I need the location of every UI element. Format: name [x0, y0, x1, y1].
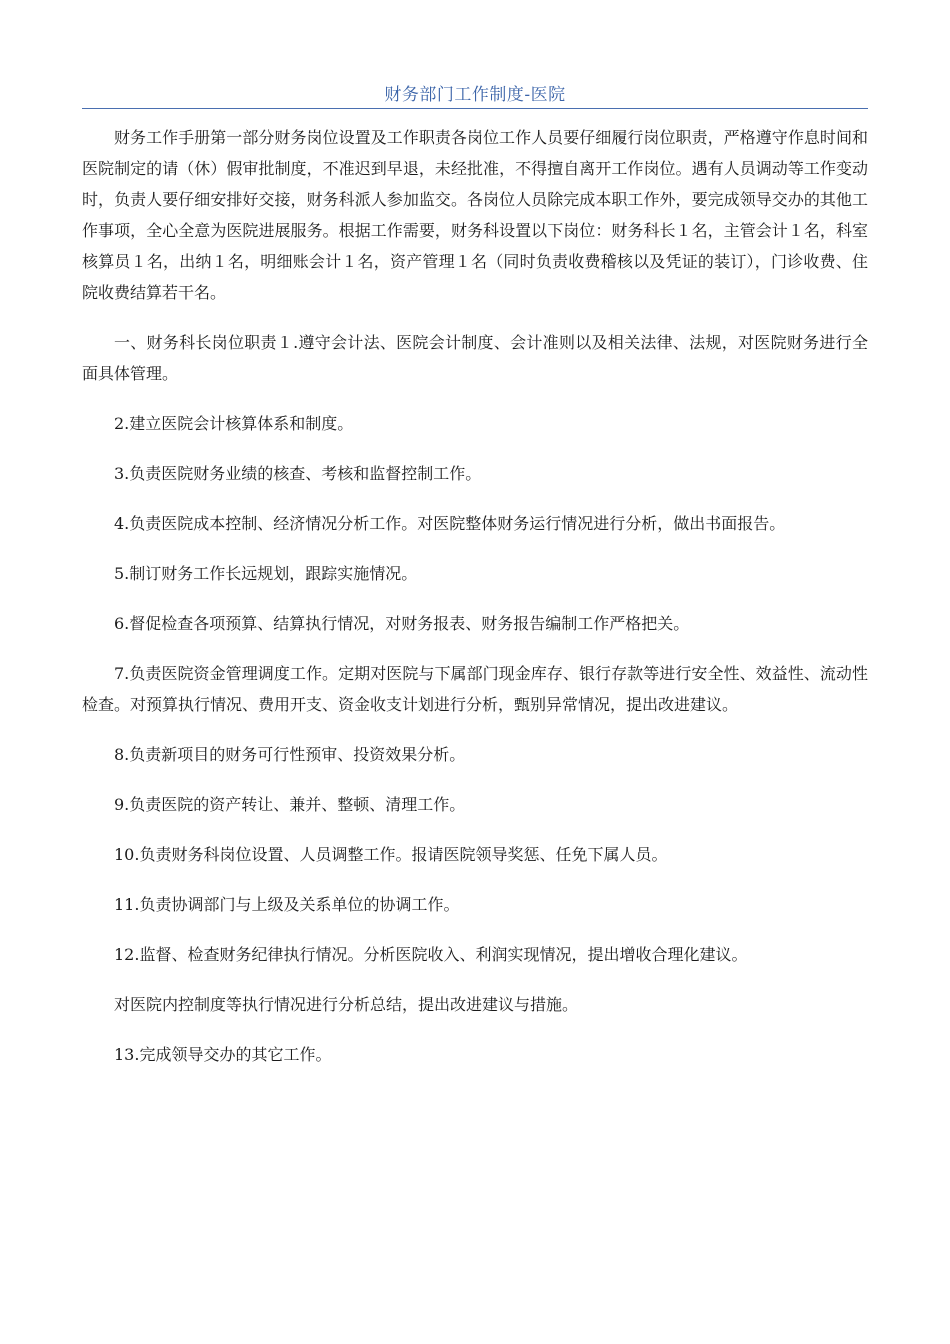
paragraph-item-8: 8.负责新项目的财务可行性预审、投资效果分析。 [114, 745, 466, 764]
document-body [82, 122, 868, 1089]
paragraph-item-10: 10.负责财务科岗位设置、人员调整工作。报请医院领导奖惩、任免下属人员。 [114, 845, 668, 864]
paragraph-item-7: 7.负责医院资金管理调度工作。定期对医院与下属部门现金库存、银行存款等进行安全性、效益性、流动性检查。对预算执行情况、费用开支、资金收支计划进行分析，甄别异常情况，提出改进建议。 [82, 664, 868, 714]
paragraph-item-6: 6.督促检查各项预算、结算执行情况，对财务报表、财务报告编制工作严格把关。 [114, 614, 690, 633]
paragraph-intro: 财务工作手册第一部分财务岗位设置及工作职责各岗位工作人员要仔细履行岗位职责，严格遵守作息时间和医院制定的请（休）假审批制度，不准迟到早退，未经批准，不得擅自离开工作岗位。遇有人员调动等工作变动时，负责人要仔细安排好交接，财务科派人参加监交。各岗位人员除完成本职工作外，要完成领导交办的其他工作事项，全心全意为医院进展服务。根据工作需要，财务科设置以下岗位：财务科长１名，主管会计１名，科室核算员１名，出纳１名，明细账会计１名，资产管理１名（同时负责收费稽核以及凭证的装订），门诊收费、住院收费结算若干名。 [82, 128, 868, 302]
paragraph-item-13: 13.完成领导交办的其它工作。 [114, 1045, 332, 1064]
paragraph-item-9: 9.负责医院的资产转让、兼并、整顿、清理工作。 [114, 795, 466, 814]
paragraph-item-5: 5.制订财务工作长远规划，跟踪实施情况。 [114, 564, 418, 583]
paragraph-item-12: 12.监督、检查财务纪律执行情况。分析医院收入、利润实现情况，提出增收合理化建议。 [114, 945, 748, 964]
paragraph-item-4: 4.负责医院成本控制、经济情况分析工作。对医院整体财务运行情况进行分析，做出书面报告。 [114, 514, 786, 533]
header-divider [82, 108, 868, 109]
document-header-title: 财务部门工作制度-医院 [384, 85, 566, 105]
paragraph-item-2: 2.建立医院会计核算体系和制度。 [114, 414, 354, 433]
paragraph-item-3: 3.负责医院财务业绩的核查、考核和监督控制工作。 [114, 464, 482, 483]
paragraph-section-1: 一、财务科长岗位职责１.遵守会计法、医院会计制度、会计准则以及相关法律、法规，对医院财务进行全面具体管理。 [82, 333, 868, 383]
paragraph-item-11: 11.负责协调部门与上级及关系单位的协调工作。 [114, 895, 460, 914]
paragraph-item-12-continued: 对医院内控制度等执行情况进行分析总结，提出改进建议与措施。 [114, 995, 579, 1014]
